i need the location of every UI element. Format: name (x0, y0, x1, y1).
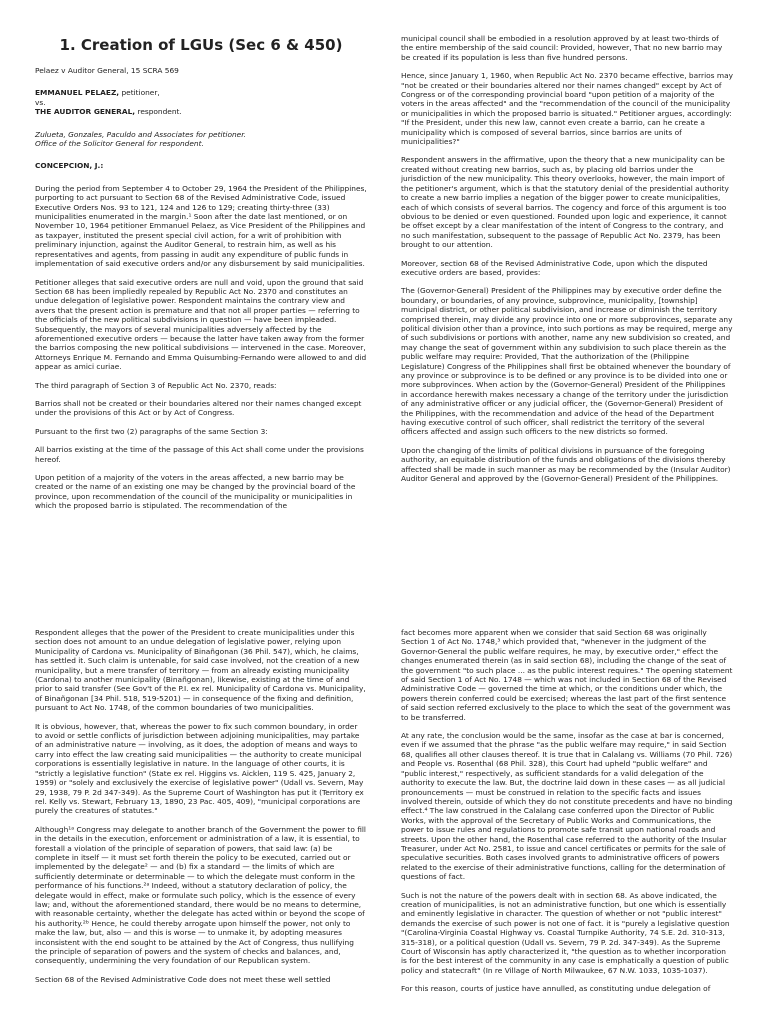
versus-text: vs. (35, 97, 46, 107)
paragraph: Respondent answers in the affirmative, upon the theory that a new municipality can be created without creating new barrios, such as, by placing old barrios under the jurisdiction of the new municipality. This theory overlooks, however, the main import of the petitioner's argument, which is that the statutory denial of the presidential authority to create a new barrio implies a negation of the bigger power to create municipalities, each of which consists of several barrios. The cogency and force of this argument is too obvious to be denied or even questioned. Founded upon logic and experience, it cannot be offset except by a clear manifestation of the intent of Congress to the contrary, and no such manifestation, subsequent to the passage of Republic Act No. 2379, has been brought to our attention. (401, 155, 729, 250)
paragraph: The third paragraph of Section 3 of Republic Act No. 2370, reads: (35, 380, 277, 390)
document-title: 1. Creation of LGUs (Sec 6 & 450) (59, 36, 343, 54)
counsel-petitioner: Zulueta, Gonzales, Paculdo and Associates for petitioner. (35, 129, 246, 139)
petitioner-name: EMMANUEL PELAEZ, (35, 88, 120, 98)
page2-right-column (401, 628, 733, 1003)
page2-left-column (35, 628, 367, 993)
quoted-paragraph: The (Governor-General) President of the Philippines may by executive order define the boundary, or boundaries, of any province, subprovince, municipality, [township] municipal district, or other political subdivision, and increase or diminish the territory comprised therein, may divide any province into one or more subprovinces, separate any political division other than a province, into such portions as may be required, merge any of such subdivisions or portions with another, name any new subdivision so created, and may change the seat of government within any subdivision to such place therein as the public welfare may require: Provided, That the authorization of the (Philippine Legislature) Congress of the Philippines shall first be obtained whenever the boundary of any province or subprovince is to be defined or any province is to be divided into one or more subprovinces. When action by the (Governor-General) President of the Philippines in accordance herewith makes necessary a change of the territory under the jurisdiction of any administrative officer or any judicial officer, the (Governor-General) President of the Philippines, with the recommendation and advice of the head of the Department having executive control of such officer, shall redistrict the territory of the several officers affected and assign such officers to the new districts so formed. (401, 286, 733, 437)
paragraph: For this reason, courts of justice have annulled, as constituting undue delegation of (401, 984, 711, 994)
paragraph: Respondent alleges that the power of the President to create municipalities under this section does not amount to an undue delegation of legislative power, relying upon Municipality of Cardona vs. Municipality of Binañgonan (36 Phil. 547), which, he claims, has settled it. Such claim is untenable, for said case involved, not the creation of a new municipality, but a mere transfer of territory — from an already existing municipality (Cardona) to another municipality (Binañgonan), likewise, existing at the time of and prior to said transfer (See Gov't of the P.I. ex rel. Municipality of Cardona vs. Municipality, of Binañgonan [34 Phil. 518, 519-5201) — in consequence of the fixing and definition, pursuant to Act No. 1748, of the common boundaries of two municipalities. (35, 628, 366, 713)
parties-block (35, 88, 367, 116)
quoted-paragraph: All barrios existing at the time of the passage of this Act shall come under the provisions hereof. (35, 445, 364, 464)
paragraph: Although¹ᵃ Congress may delegate to another branch of the Government the power to fill in the details in the execution, enforcement or administration of a law, it is essential, to forestall a violation of the principle of separation of powers, that said law: (a) be complete in itself — it must set forth therein the policy to be executed, carried out or implemented by the delegate² — and (b) fix a standard — the limits of which are sufficiently determinate or determinable — to which the delegate must conform in the performance of his functions.²ᵃ Indeed, without a statutory declaration of policy, the delegate would in effect, make or formulate such policy, which is the essence of every law; and, without the aforementioned standard, there would be no means to determine, with reasonable certainty, whether the delegate has acted within or beyond the scope of his authority.²ᵇ Hence, he could thereby arrogate upon himself the power, not only to make the law, but, also — and this is worse — to unmake it, by adopting measures inconsistent with the end sought to be attained by the Act of Congress, thus nullifying the principle of separation of powers and the system of checks and balances, and, consequently, undermining the very foundation of our Republican system. (35, 824, 366, 966)
ponente: CONCEPCION, J.: (35, 161, 104, 171)
paragraph: It is obvious, however, that, whereas the power to fix such common boundary, in order to avoid or settle conflicts of jurisdiction between adjoining municipalities, may partake of an administrative nature — involving, as it does, the adoption of means and ways to carry into effect the law creating said municipalities — the authority to create municipal corporations is essentially legislative in nature. In the language of other courts, it is "strictly a legislative function" (State ex rel. Higgins vs. Aicklen, 119 S. 425, January 2, 1959) or "solely and exclusively the exercise of legislative power" (Udall vs. Severn, May 29, 1938, 79 P. 2d 347-349). As the Supreme Court of Washington has put it (Territory ex rel. Kelly vs. Stewart, February 13, 1890, 23 Pac. 405, 409), "municipal corporations are purely the creatures of statutes." (35, 721, 364, 816)
paragraph: Section 68 of the Revised Administrative Code does not meet these well settled (35, 974, 331, 984)
paragraph: Such is not the nature of the powers dealt with in section 68. As above indicated, the creation of municipalities, is not an administrative function, but one which is essentially and eminently legislative in character. The question of whether or not "public interest" demands the exercise of such power is not one of fact. it is "purely a legislative question "(Carolina-Virginia Coastal Highway vs. Coastal Turnpike Authority, 74 S.E. 2d. 310-313, 315-318), or a political question (Udall vs. Severn, 79 P. 2d. 347-349). As the Supreme Court of Wisconsin has aptly characterized it, "the question as to whether incorporation is for the best interest of the community in any case is emphatically a question of public policy and statecraft" (In re Village of North Milwaukee, 67 N.W. 1033, 1035-1037). (401, 890, 730, 975)
paragraph: fact becomes more apparent when we consider that said Section 68 was originally Section 1 of Act No. 1748,³ which provided that, "whenever in the judgment of the Governor-General the public welfare requires, he may, by executive order," effect the changes enumerated therein (as in said section 68), including the change of the seat of the government "to such place ... as the public interest requires." The opening statement of said Section 1 of Act No. 1748 — which was not included in Section 68 of the Revised Administrative Code — governed the time at which, or the conditions under which, the powers therein conferred could be exercised; whereas the last part of the first sentence of said section referred exclusively to the place to which the seat of the government was to be transferred. (401, 628, 733, 722)
counsel-respondent: Office of the Solicitor General for respondent. (35, 139, 204, 149)
page1-right-column (401, 34, 733, 492)
paragraph: Pursuant to the first two (2) paragraphs of the same Section 3: (35, 426, 268, 436)
paragraph: Petitioner alleges that said executive orders are null and void, upon the ground that said Section 68 has been impliedly repealed by Republic Act No. 2370 and constitutes an undue delegation of legislative power. Respondent maintains the contrary view and avers that the present action is premature and that not all proper parties — referring to the officials of the new political subdivisions in question — have been impleaded. Subsequently, the mayors of several municipalities adversely affected by the aforementioned executive orders — because the latter have taken away from the former the barrios composing the new political subdivisions — intervened in the case. Moreover, Attorneys Enrique M. Fernando and Emma Quisumbing-Fernando were allowed to and did appear as amici curiae. (35, 277, 367, 372)
case-citation: Pelaez v Auditor General, 15 SCRA 569 (35, 66, 179, 75)
quoted-paragraph: Upon the changing of the limits of political divisions in pursuance of the foregoing authority, an equitable distribution of the funds and obligations of the divisions thereby affected shall be made in such manner as may be recommended by the (Insular Auditor) Auditor General and approved by the (Governor-General) President of the Philippines. (401, 445, 731, 484)
page1-left-column (35, 36, 367, 520)
quoted-paragraph: Barrios shall not be created or their boundaries altered nor their names changed except under the provisions of this Act or by Act of Congress. (35, 398, 362, 418)
quoted-paragraph: municipal council shall be embodied in a resolution approved by at least two-thirds of the entire membership of the said council: Provided, however, That no new barrio may be created if its population is less than five hundred persons. (401, 34, 723, 62)
respondent-name: THE AUDITOR GENERAL, (35, 107, 136, 117)
paragraph: During the period from September 4 to October 29, 1964 the President of the Philippines, purporting to act pursuant to Section 68 of the Revised Administrative Code, issued Executive Orders Nos. 93 to 121, 124 and 126 to 129; creating thirty-three (33) municipalities enumerated in the margin.¹ Soon after the date last mentioned, or on November 10, 1964 petitioner Emmanuel Pelaez, as Vice President of the Philippines and as taxpayer, instituted the present special civil action, for a writ of prohibition with preliminary injunction, against the Auditor General, to restrain him, as well as his representatives and agents, from passing in audit any expenditure of public funds in implementation of said executive orders and/or any disbursement by said municipalities. (35, 183, 367, 269)
counsel-block (35, 130, 367, 149)
paragraph: Moreover, section 68 of the Revised Administrative Code, upon which the disputed executive orders are based, provides: (401, 258, 708, 277)
petitioner-role: petitioner, (119, 88, 160, 98)
paragraph: At any rate, the conclusion would be the same, insofar as the case at bar is concerned, even if we assumed that the phrase "as the public welfare may require," in said Section 68, qualifies all other clauses thereof. It is true that in Calalang vs. Williams (70 Phil. 726) and People vs. Rosenthal (68 Phil. 328), this Court had upheld "public welfare" and "public interest," respectively, as sufficient standards for a valid delegation of the authority to execute the law. But, the doctrine laid down in these cases — as all judicial pronouncements — must be construed in relation to the specific facts and issues involved therein, outside of which they do not constitute precedents and have no binding effect.⁴ The law construed in the Calalang case conferred upon the Director of Public Works, with the approval of the Secretary of Public Works and Communications, the power to issue rules and regulations to promote safe transit upon national roads and streets. Upon the other hand, the Rosenthal case referred to the authority of the Insular Treasurer, under Act No. 2581, to issue and cancel certificates or permits for the sale of speculative securities. Both cases involved grants to administrative officers of powers related to the exercise of their administrative functions, calling for the determination of questions of fact. (401, 731, 733, 882)
respondent-role: respondent. (135, 107, 182, 117)
paragraph: Hence, since January 1, 1960, when Republic Act No. 2370 became effective, barrios may "not be created or their boundaries altered nor their names changed" except by Act of Congress or of the corresponding provincial board "upon petition of a majority of the voters in the areas affected" and the "recommendation of the council of the municipality or municipalities in which the proposed barrio is situated." Petitioner argues, accordingly: "If the President, under this new law, cannot even create a barrio, can he create a municipality which is composed of several barrios, since barrios are units of municipalities?" (401, 71, 733, 147)
quoted-paragraph: Upon petition of a majority of the voters in the areas affected, a new barrio may be created or the name of an existing one may be changed by the provincial board of the province, upon recommendation of the council of the municipality or municipalities in which the proposed barrio is stipulated. The recommendation of the (35, 473, 356, 511)
